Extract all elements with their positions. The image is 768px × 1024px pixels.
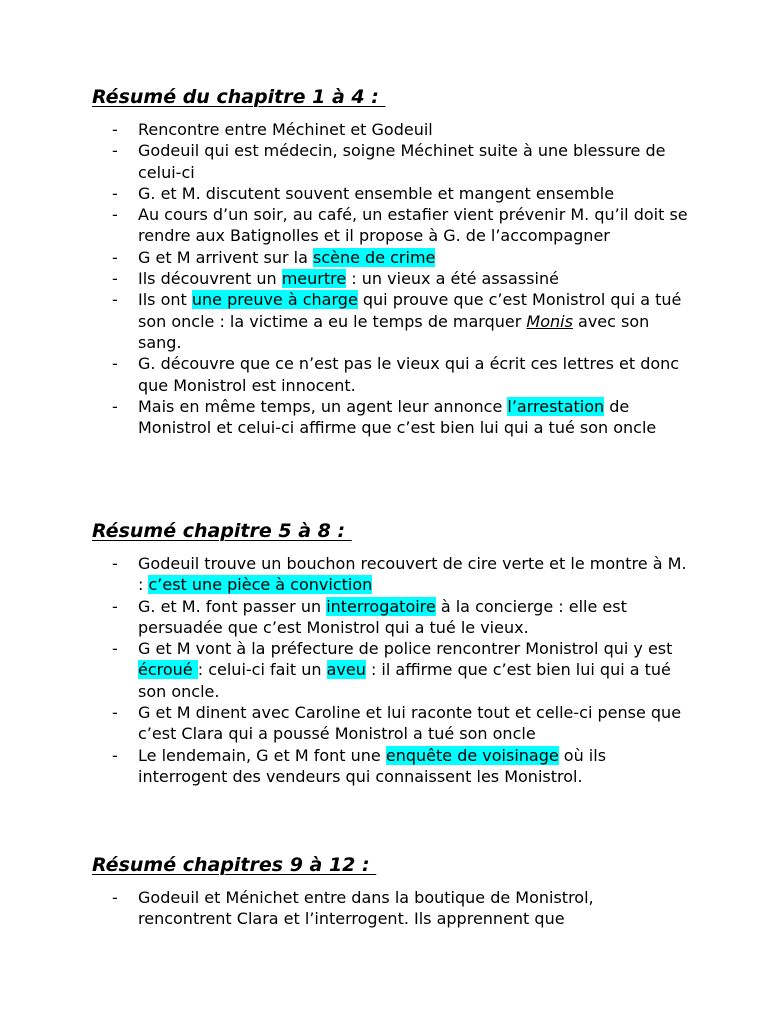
summary-list (92, 887, 692, 930)
highlighted-term: enquête de voisinage (385, 745, 559, 765)
bullet-dash: - (112, 183, 118, 203)
highlighted-term: l’arrestation (507, 396, 605, 416)
list-item: - Ils ont une preuve à charge qui prouve que c’est Monistrol qui a tué son oncle : la victime a eu le temps de marquer Monis avec son sang. (112, 290, 682, 352)
section-heading: Résumé du chapitre 1 à 4 : (92, 86, 386, 108)
list-item: - Godeuil et Ménichet entre dans la boutique de Monistrol, rencontrent Clara et l’interrogent. Ils apprennent que (112, 888, 594, 929)
bullet-dash: - (112, 396, 118, 416)
section-chapters-9-12 (92, 854, 692, 929)
section-chapters-1-4 (92, 86, 692, 438)
bullet-dash: - (112, 141, 118, 161)
list-item: - G. et M. discutent souvent ensemble et mangent ensemble (112, 183, 615, 203)
list-item: - G. et M. font passer un interrogatoire à la concierge : elle est persuadée que c’est Monistrol qui a tué le vieux. (112, 596, 627, 637)
list-item: - Godeuil qui est médecin, soigne Méchinet suite à une blessure de celui-ci (112, 141, 666, 182)
list-item: - G et M vont à la préfecture de police rencontrer Monistrol qui y est écroué : celui-ci fait un aveu : il affirme que c’est bien lui qui a tué son oncle. (112, 639, 673, 701)
highlighted-term: écroué (138, 660, 198, 680)
bullet-dash: - (112, 554, 118, 573)
summary-list (92, 553, 692, 787)
list-item: - G et M dinent avec Caroline et lui raconte tout et celle-ci pense que c’est Clara qui a poussé Monistrol a tué son oncle (112, 703, 682, 744)
section-heading: Résumé chapitres 9 à 12 : (92, 854, 377, 876)
highlighted-term: aveu (326, 660, 366, 680)
list-item: - Godeuil trouve un bouchon recouvert de cire verte et le montre à M. : c’est une pièce à conviction (112, 554, 687, 595)
bullet-dash: - (112, 205, 118, 225)
list-item: - Rencontre entre Méchinet et Godeuil (112, 120, 433, 139)
bullet-dash: - (112, 745, 118, 765)
list-item: - Le lendemain, G et M font une enquête de voisinage où ils interrogent des vendeurs qui connaissent les Monistrol. (112, 745, 607, 786)
list-item: - G et M arrivent sur la scène de crime (112, 247, 436, 267)
highlighted-term: meurtre (281, 269, 347, 289)
bullet-dash: - (112, 354, 118, 374)
summary-list (92, 119, 692, 438)
highlighted-term: scène de crime (313, 247, 436, 267)
bullet-dash: - (112, 269, 118, 289)
highlighted-term: interrogatoire (326, 596, 436, 616)
list-item: - Au cours d’un soir, au café, un estafier vient prévenir M. qu’il doit se rendre aux Batignolles et il propose à G. de l’accompagner (112, 205, 688, 246)
section-chapters-5-8 (92, 520, 692, 786)
bullet-dash: - (112, 888, 118, 907)
bullet-dash: - (112, 247, 118, 267)
underlined-word: Monis (526, 311, 573, 331)
bullet-dash: - (112, 703, 118, 723)
list-item: - Mais en même temps, un agent leur annonce l’arrestation de Monistrol et celui-ci affirme que c’est bien lui qui a tué son oncle (112, 396, 657, 438)
bullet-dash: - (112, 596, 118, 616)
list-item: - G. découvre que ce n’est pas le vieux qui a écrit ces lettres et donc que Monistrol est innocent. (112, 354, 680, 395)
highlighted-term: c’est une pièce à conviction (148, 575, 373, 595)
section-heading: Résumé chapitre 5 à 8 : (92, 520, 352, 542)
bullet-dash: - (112, 120, 118, 139)
highlighted-term: une preuve à charge (191, 290, 358, 310)
bullet-dash: - (112, 639, 118, 659)
list-item: - Ils découvrent un meurtre : un vieux a été assassiné (112, 269, 559, 289)
bullet-dash: - (112, 290, 118, 310)
